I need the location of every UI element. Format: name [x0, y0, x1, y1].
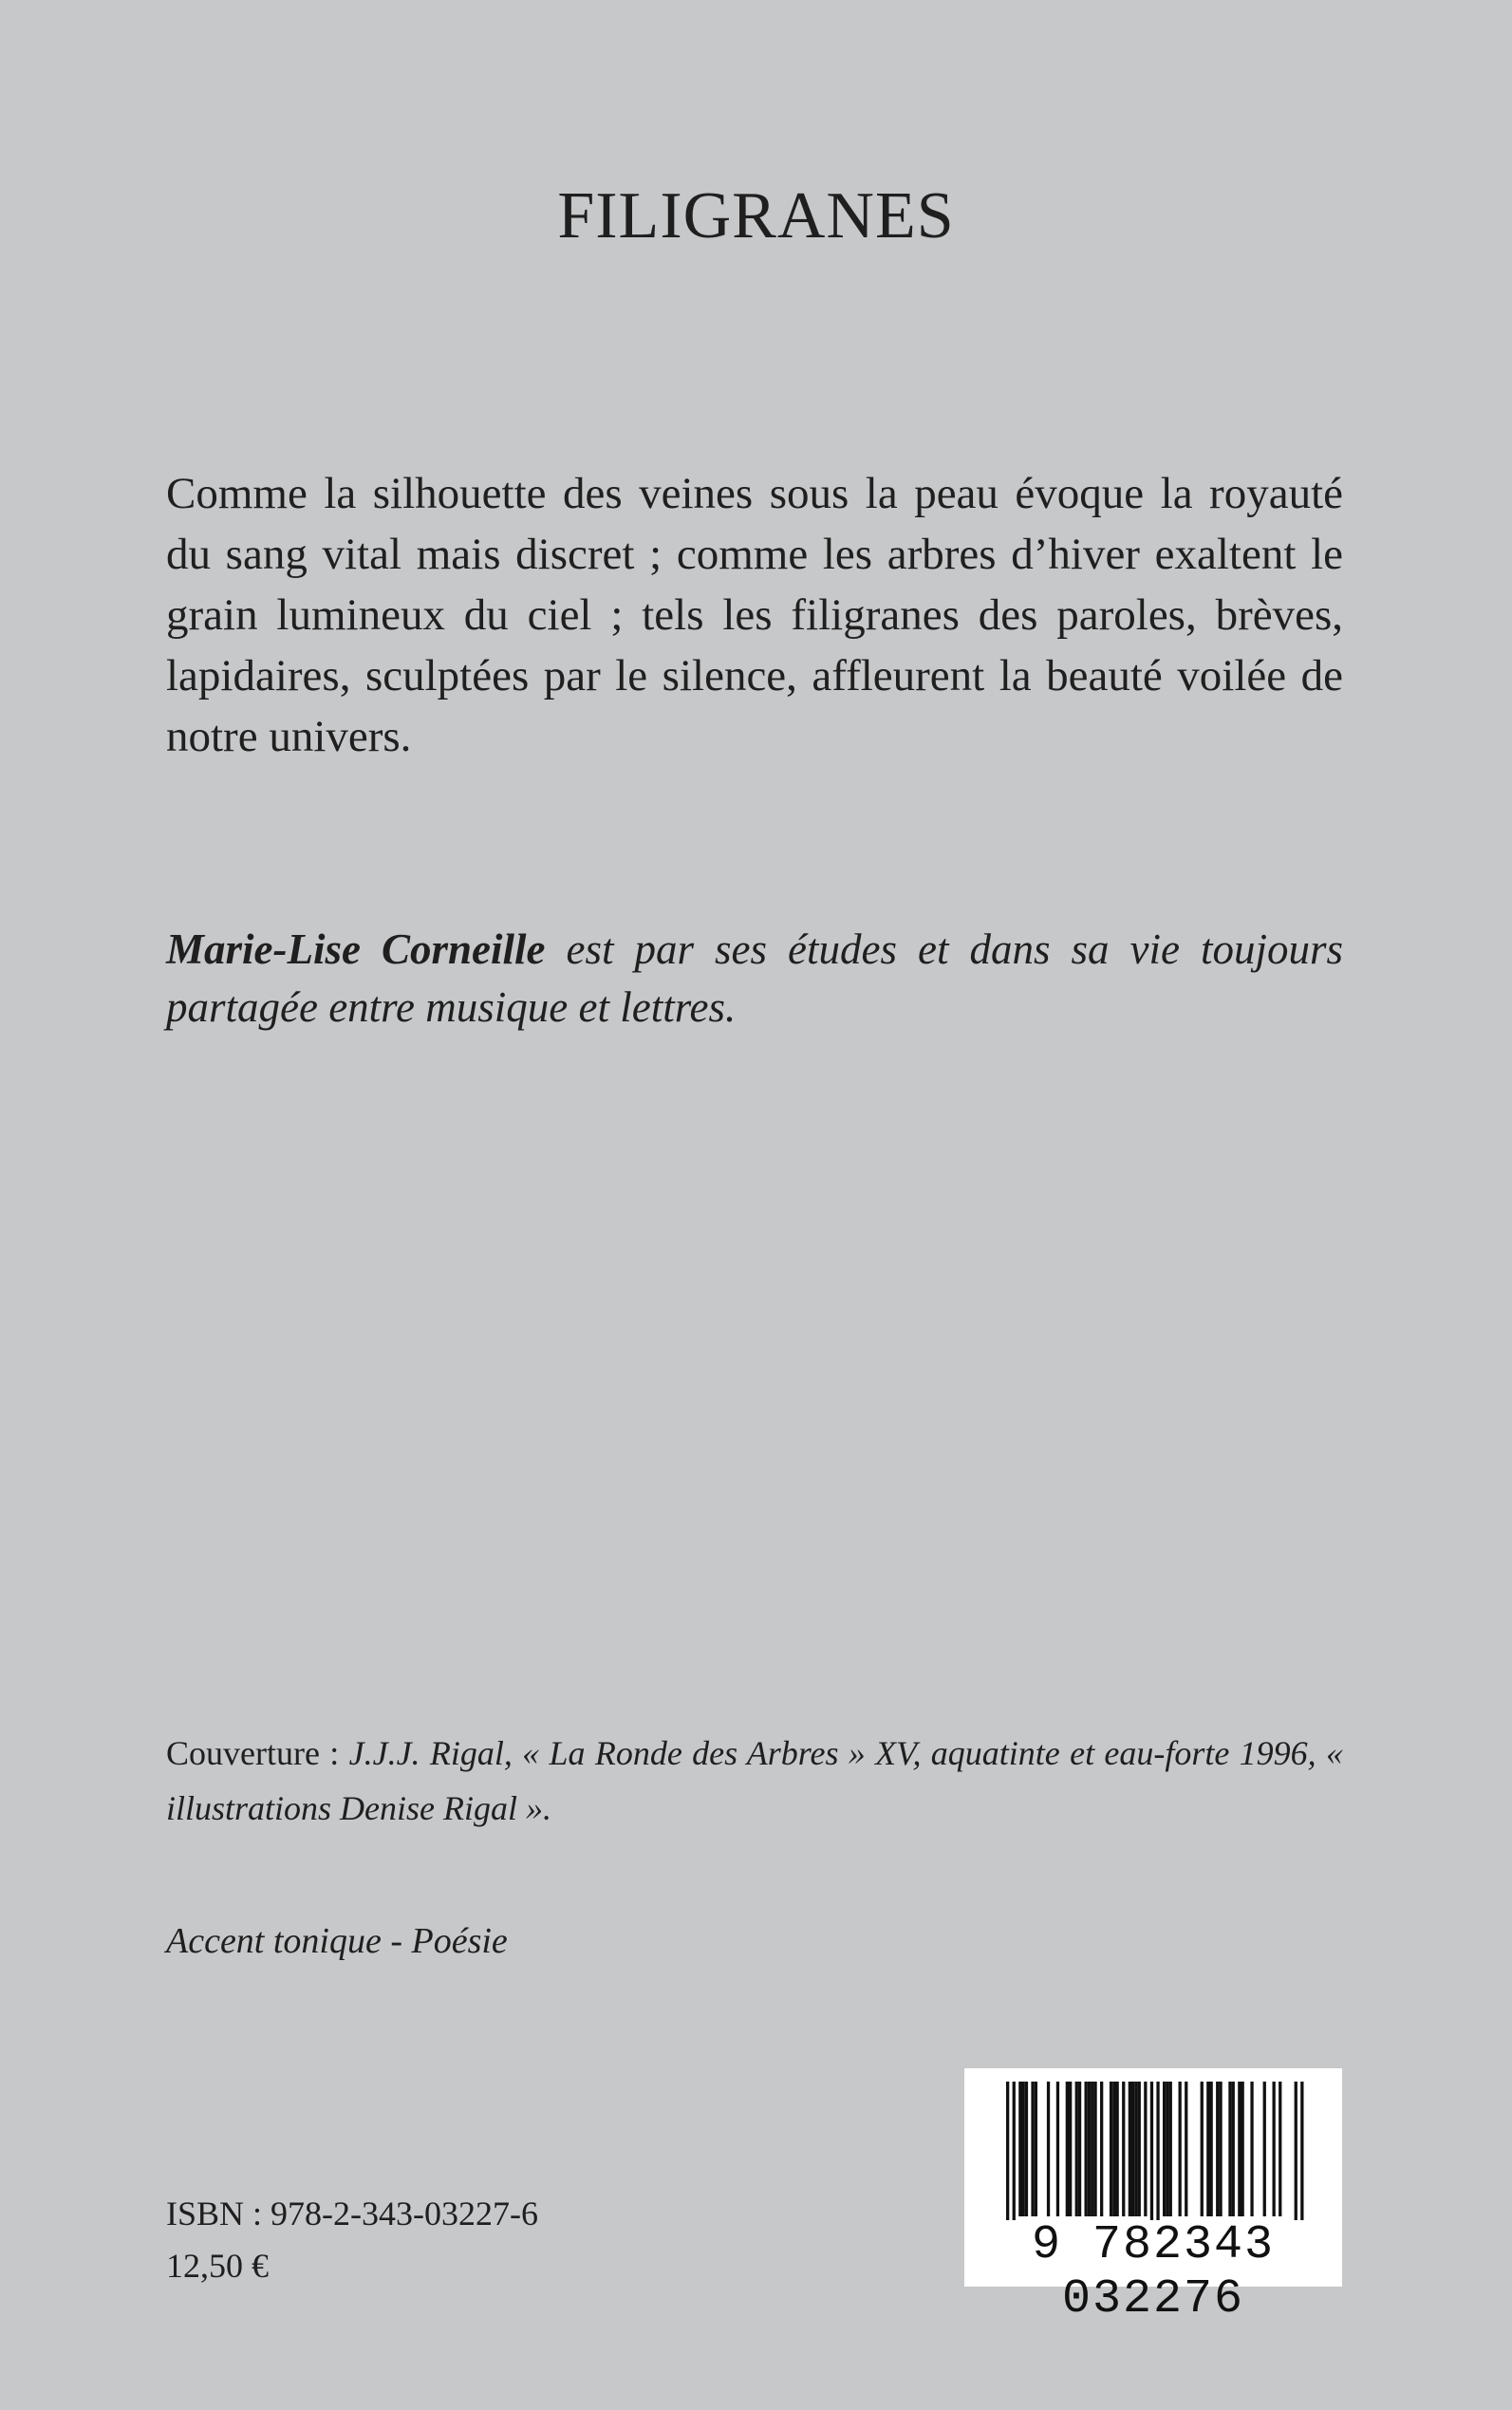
barcode-bar — [1279, 2082, 1281, 2216]
barcode-bar — [1088, 2082, 1091, 2216]
author-bio — [166, 921, 1343, 1037]
barcode — [964, 2068, 1342, 2326]
barcode-bar — [1035, 2082, 1037, 2216]
barcode-bar — [1075, 2082, 1078, 2216]
barcode-bar — [1122, 2082, 1125, 2216]
barcode-bar — [1169, 2082, 1172, 2216]
barcode-bar — [1138, 2082, 1141, 2216]
barcode-bar — [1129, 2082, 1131, 2216]
barcode-bar — [1179, 2082, 1182, 2216]
barcode-bar — [1206, 2082, 1209, 2216]
barcode-bar — [1238, 2082, 1241, 2216]
blurb-text: Comme la silhouette des veines sous la peau évoque la royauté du sang vital mais discret ; comme les arbres d’hiver exaltent le grain lumineux du ciel ; tels les filigranes des paroles, brèves, lapidaires, sculptées par le silence, affleurent la beauté voilée de notre univers. — [166, 469, 1343, 761]
barcode-bar — [1216, 2082, 1219, 2216]
barcode-number: 9 782343 032276 — [1031, 2218, 1276, 2326]
barcode-guard-bar — [1300, 2082, 1303, 2220]
barcode-bar — [1131, 2082, 1134, 2216]
barcode-guard-bar — [1295, 2082, 1297, 2220]
barcode-bar — [1085, 2082, 1088, 2216]
barcode-bar — [1163, 2082, 1166, 2216]
isbn: ISBN : 978-2-343-03227-6 — [166, 2195, 538, 2233]
barcode-bar — [1031, 2082, 1034, 2216]
collection-name: Accent tonique - Poésie — [166, 1921, 508, 1961]
credits-label: Couverture : — [166, 1734, 349, 1772]
barcode-bar — [1047, 2082, 1050, 2216]
barcode-bar — [1022, 2082, 1025, 2216]
barcode-bars — [964, 2068, 1342, 2220]
barcode-bar — [1273, 2082, 1276, 2216]
barcode-bar — [1210, 2082, 1213, 2216]
barcode-bar — [1069, 2082, 1072, 2216]
author-bio-text: est par ses études et dans sa vie toujours partagée entre musique et lettres. — [166, 925, 1344, 1031]
barcode-bar — [1144, 2082, 1147, 2216]
barcode-bar — [1112, 2082, 1115, 2216]
barcode-bar — [1201, 2082, 1204, 2216]
barcode-bar — [1056, 2082, 1059, 2216]
barcode-guard-bar — [1006, 2082, 1009, 2220]
barcode-bar — [1134, 2082, 1137, 2216]
barcode-bar — [1025, 2082, 1028, 2216]
barcode-bar — [1241, 2082, 1244, 2216]
barcode-bar — [1110, 2082, 1112, 2216]
barcode-bar — [1166, 2082, 1168, 2216]
barcode-bar — [1100, 2082, 1103, 2216]
price: 12,50 € — [166, 2247, 269, 2285]
barcode-bar — [1018, 2082, 1021, 2216]
barcode-bar — [1250, 2082, 1253, 2216]
barcode-guard-bar — [1150, 2082, 1153, 2220]
barcode-bar — [1066, 2082, 1069, 2216]
barcode-bar — [1232, 2082, 1235, 2216]
barcode-guard-bar — [1156, 2082, 1159, 2220]
credits-text: J.J.J. Rigal, « La Ronde des Arbres » XV, aquatinte et eau-forte 1996, « illustrations Denise Rigal ». — [166, 1734, 1344, 1827]
barcode-bar — [1185, 2082, 1187, 2216]
barcode-bar — [1091, 2082, 1093, 2216]
author-name: Marie-Lise Corneille — [166, 925, 546, 973]
cover-credits — [166, 1726, 1343, 1836]
barcode-bar — [1116, 2082, 1119, 2216]
barcode-guard-bar — [1013, 2082, 1016, 2220]
barcode-bar — [1263, 2082, 1266, 2216]
barcode-bar — [1093, 2082, 1096, 2216]
barcode-bar — [1078, 2082, 1081, 2216]
barcode-bar — [1228, 2082, 1231, 2216]
barcode-bar — [1219, 2082, 1222, 2216]
book-title: FILIGRANES — [557, 179, 955, 252]
